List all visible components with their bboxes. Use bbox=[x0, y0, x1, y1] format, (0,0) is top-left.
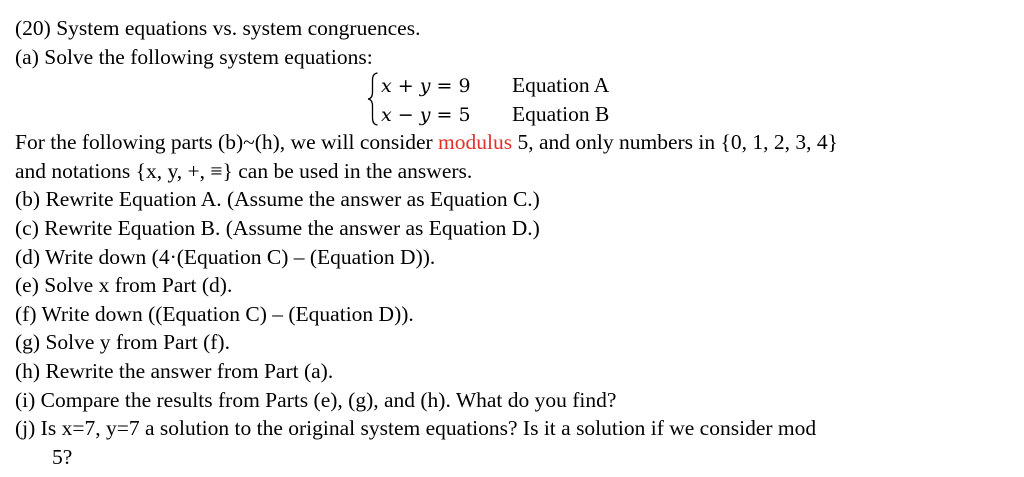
part-i-text: (i) Compare the results from Parts (e), (g), and (h). What do you find? bbox=[15, 387, 617, 412]
part-h-text: (h) Rewrite the answer from Part (a). bbox=[15, 358, 334, 383]
problem-document bbox=[15, 14, 1005, 471]
equation-b-row bbox=[381, 100, 609, 128]
intro-before: For the following parts (b)~(h), we will consider bbox=[15, 130, 439, 155]
part-g-text: (g) Solve y from Part (f). bbox=[15, 330, 230, 355]
part-j-text-line-2: 5? bbox=[52, 444, 73, 469]
equation-system bbox=[367, 71, 667, 128]
intro-line-1 bbox=[15, 128, 1005, 157]
part-c-text: (c) Rewrite Equation B. (Assume the answer as Equation D.) bbox=[15, 215, 540, 240]
intro-after: 5, and only numbers in {0, 1, 2, 3, 4} bbox=[512, 130, 838, 155]
part-e-text: (e) Solve x from Part (d). bbox=[15, 273, 233, 298]
equation-a-label: Equation A bbox=[512, 73, 610, 98]
part-b-text: (b) Rewrite Equation A. (Assume the answer as Equation C.) bbox=[15, 187, 540, 212]
equation-b: x − y = 5 bbox=[381, 104, 471, 127]
part-f-text: (f) Write down ((Equation C) – (Equation D)). bbox=[15, 301, 414, 326]
problem-title: (20) System equations vs. system congruences. bbox=[15, 16, 421, 40]
left-brace-icon bbox=[367, 72, 379, 126]
equation-a: x + y = 9 bbox=[381, 75, 471, 98]
equation-b-label: Equation B bbox=[512, 102, 610, 127]
equation-a-row bbox=[381, 71, 609, 99]
part-d-text: (d) Write down (4·(Equation C) – (Equation D)). bbox=[15, 244, 436, 269]
part-j-text-line-1: (j) Is x=7, y=7 a solution to the original system equations? Is it a solution if we consider mod bbox=[15, 416, 817, 441]
modulus-highlight: modulus bbox=[438, 130, 513, 155]
intro-line-2: and notations {x, y, +, ≡} can be used in the answers. bbox=[15, 158, 473, 183]
part-a-text: (a) Solve the following system equations: bbox=[15, 44, 373, 69]
